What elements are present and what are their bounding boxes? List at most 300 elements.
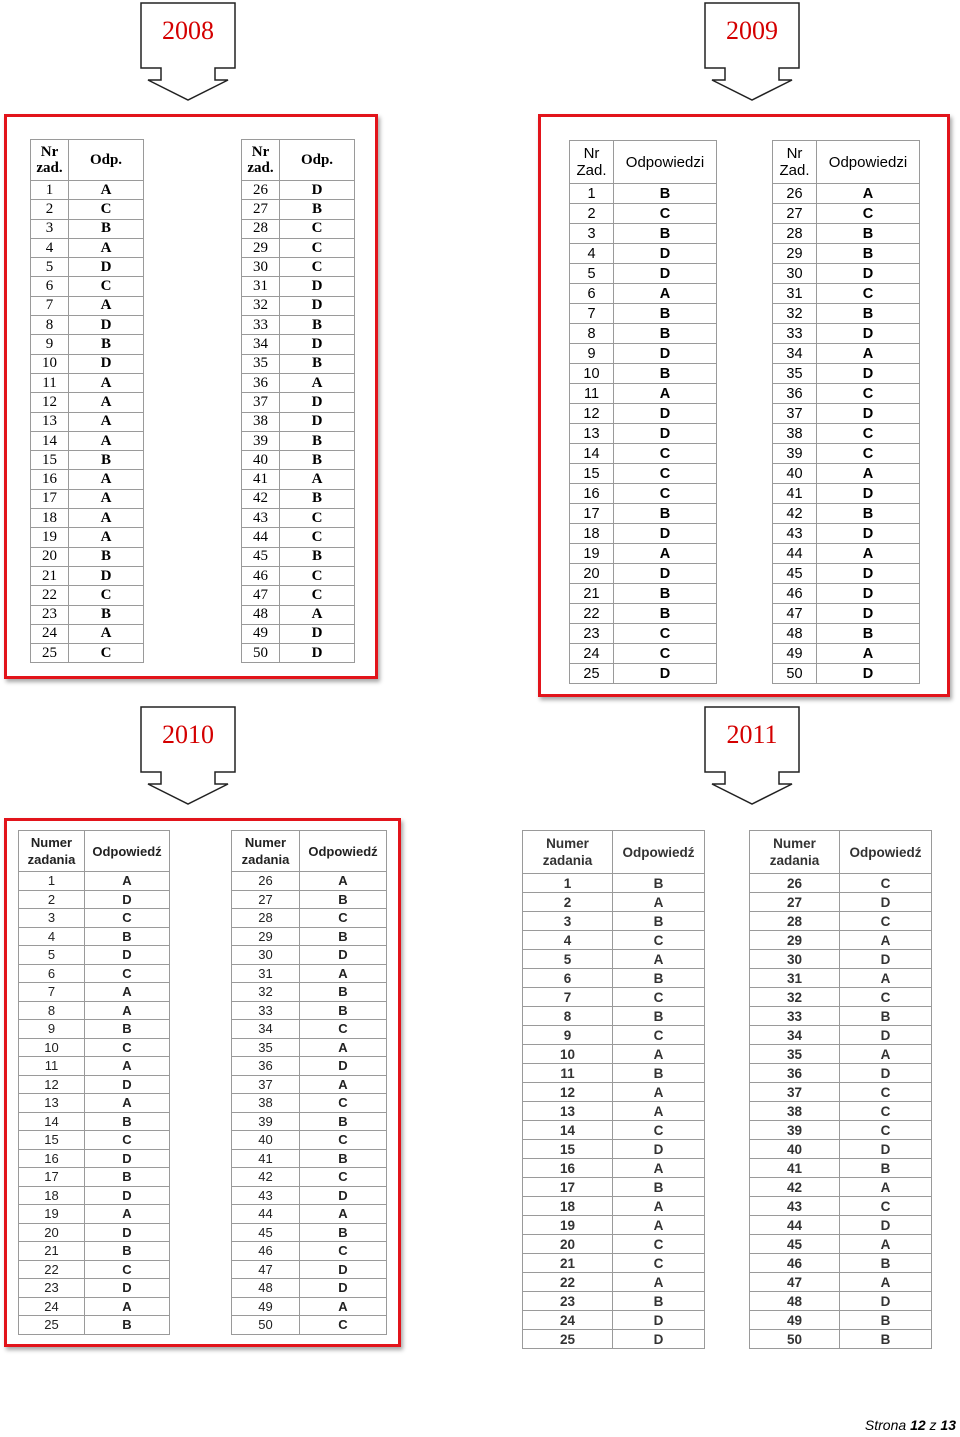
task-number: 9 xyxy=(570,344,614,364)
task-number: 34 xyxy=(232,1020,300,1039)
answer-cell: A xyxy=(280,605,355,624)
answer-cell: C xyxy=(613,931,705,950)
answer-cell: C xyxy=(613,1254,705,1273)
table-row xyxy=(31,354,144,373)
table-row xyxy=(523,1235,705,1254)
task-number: 37 xyxy=(242,393,280,412)
header-task-number: Numer zadania xyxy=(750,831,840,874)
table-row xyxy=(19,1260,170,1279)
answer-cell: A xyxy=(280,373,355,392)
answer-table-2011-right xyxy=(749,830,932,1349)
answer-cell: A xyxy=(300,964,387,983)
table-row xyxy=(570,564,717,584)
table-row xyxy=(232,983,387,1002)
table-header-row xyxy=(750,831,932,874)
task-number: 36 xyxy=(232,1057,300,1076)
answer-cell: B xyxy=(817,624,920,644)
table-row xyxy=(750,1026,932,1045)
answer-cell: D xyxy=(300,1260,387,1279)
table-row xyxy=(773,604,920,624)
answer-cell: D xyxy=(817,264,920,284)
task-number: 44 xyxy=(242,528,280,547)
table-row xyxy=(232,964,387,983)
answer-cell: B xyxy=(614,184,717,204)
table-row xyxy=(242,238,355,257)
year-label-2011: 2011 xyxy=(726,720,778,749)
answer-cell: D xyxy=(817,484,920,504)
table-row xyxy=(773,404,920,424)
answer-cell: C xyxy=(280,238,355,257)
task-number: 21 xyxy=(570,584,614,604)
task-number: 23 xyxy=(19,1279,85,1298)
task-number: 38 xyxy=(232,1094,300,1113)
task-number: 37 xyxy=(750,1083,840,1102)
table-row xyxy=(750,1064,932,1083)
answer-cell: C xyxy=(614,644,717,664)
table-row xyxy=(242,200,355,219)
table-row xyxy=(31,277,144,296)
task-number: 35 xyxy=(232,1038,300,1057)
table-row xyxy=(19,1186,170,1205)
task-number: 15 xyxy=(19,1131,85,1150)
table-row xyxy=(19,946,170,965)
table-row xyxy=(750,1235,932,1254)
answer-cell: B xyxy=(817,304,920,324)
answer-cell: C xyxy=(613,988,705,1007)
task-number: 48 xyxy=(750,1292,840,1311)
answer-cell: A xyxy=(300,1297,387,1316)
task-number: 26 xyxy=(750,874,840,893)
task-number: 32 xyxy=(773,304,817,324)
answer-cell: C xyxy=(85,964,170,983)
table-row xyxy=(31,489,144,508)
task-number: 31 xyxy=(232,964,300,983)
table-row xyxy=(242,219,355,238)
task-number: 15 xyxy=(523,1140,613,1159)
table-row xyxy=(19,1038,170,1057)
header-answer: Odpowiedź xyxy=(613,831,705,874)
table-row xyxy=(232,890,387,909)
answer-cell: A xyxy=(613,950,705,969)
task-number: 14 xyxy=(19,1112,85,1131)
task-number: 23 xyxy=(523,1292,613,1311)
answer-cell: D xyxy=(817,664,920,684)
table-row xyxy=(232,1186,387,1205)
task-number: 26 xyxy=(773,184,817,204)
table-row xyxy=(773,364,920,384)
table-row xyxy=(242,586,355,605)
task-number: 32 xyxy=(750,988,840,1007)
table-row xyxy=(773,284,920,304)
table-row xyxy=(232,1057,387,1076)
task-number: 5 xyxy=(19,946,85,965)
table-row xyxy=(773,264,920,284)
task-number: 17 xyxy=(19,1168,85,1187)
table-row xyxy=(31,181,144,200)
table-row xyxy=(31,219,144,238)
table-row xyxy=(31,451,144,470)
callout-2011 xyxy=(704,706,844,836)
answer-cell: A xyxy=(69,624,144,643)
task-number: 12 xyxy=(19,1075,85,1094)
task-number: 13 xyxy=(570,424,614,444)
table-row xyxy=(31,200,144,219)
task-number: 1 xyxy=(19,872,85,891)
header-task-number: Nr zad. xyxy=(242,140,280,181)
table-row xyxy=(31,528,144,547)
task-number: 45 xyxy=(750,1235,840,1254)
answer-cell: B xyxy=(817,504,920,524)
table-row xyxy=(242,624,355,643)
task-number: 1 xyxy=(523,874,613,893)
task-number: 50 xyxy=(773,664,817,684)
table-row xyxy=(242,451,355,470)
answer-cell: D xyxy=(280,335,355,354)
task-number: 18 xyxy=(31,509,69,528)
task-number: 27 xyxy=(242,200,280,219)
task-number: 14 xyxy=(523,1121,613,1140)
answer-cell: B xyxy=(614,584,717,604)
header-answer: Odpowiedzi xyxy=(614,141,717,184)
answer-cell: B xyxy=(280,547,355,566)
table-row xyxy=(570,464,717,484)
task-number: 13 xyxy=(19,1094,85,1113)
answer-cell: C xyxy=(817,444,920,464)
task-number: 1 xyxy=(31,181,69,200)
answer-cell: C xyxy=(300,1168,387,1187)
table-row xyxy=(570,384,717,404)
answer-cell: C xyxy=(69,277,144,296)
answer-cell: D xyxy=(85,1279,170,1298)
answer-cell: D xyxy=(817,524,920,544)
answer-cell: C xyxy=(614,464,717,484)
task-number: 25 xyxy=(19,1316,85,1335)
answer-cell: A xyxy=(613,1273,705,1292)
task-number: 25 xyxy=(31,644,69,663)
task-number: 25 xyxy=(523,1330,613,1349)
answer-cell: C xyxy=(840,1083,932,1102)
table-row xyxy=(31,258,144,277)
table-row xyxy=(523,1083,705,1102)
task-number: 7 xyxy=(19,983,85,1002)
header-task-number: Nr zad. xyxy=(31,140,69,181)
table-row xyxy=(750,1292,932,1311)
task-number: 49 xyxy=(232,1297,300,1316)
task-number: 19 xyxy=(31,528,69,547)
task-number: 26 xyxy=(232,872,300,891)
task-number: 33 xyxy=(232,1001,300,1020)
table-row xyxy=(750,1178,932,1197)
table-row xyxy=(570,664,717,684)
answer-cell: A xyxy=(613,1216,705,1235)
table-row xyxy=(523,931,705,950)
table-header-row xyxy=(242,140,355,181)
table-row xyxy=(523,874,705,893)
answer-cell: D xyxy=(85,946,170,965)
table-row xyxy=(19,1057,170,1076)
table-row xyxy=(232,1316,387,1335)
task-number: 46 xyxy=(232,1242,300,1261)
table-row xyxy=(523,1216,705,1235)
answer-cell: A xyxy=(300,1075,387,1094)
table-row xyxy=(773,484,920,504)
task-number: 48 xyxy=(773,624,817,644)
task-number: 42 xyxy=(750,1178,840,1197)
table-row xyxy=(242,470,355,489)
table-row xyxy=(523,1330,705,1349)
answer-cell: C xyxy=(85,909,170,928)
task-number: 35 xyxy=(773,364,817,384)
answer-cell: B xyxy=(840,1159,932,1178)
answer-cell: C xyxy=(840,874,932,893)
table-row xyxy=(773,344,920,364)
task-number: 11 xyxy=(570,384,614,404)
answer-cell: A xyxy=(840,1273,932,1292)
task-number: 14 xyxy=(31,431,69,450)
task-number: 16 xyxy=(570,484,614,504)
table-row xyxy=(19,1075,170,1094)
answer-cell: B xyxy=(614,304,717,324)
task-number: 6 xyxy=(31,277,69,296)
task-number: 46 xyxy=(750,1254,840,1273)
table-row xyxy=(232,1168,387,1187)
table-row xyxy=(31,605,144,624)
table-row xyxy=(523,1311,705,1330)
table-row xyxy=(570,504,717,524)
answer-cell: B xyxy=(280,200,355,219)
task-number: 32 xyxy=(232,983,300,1002)
task-number: 43 xyxy=(750,1197,840,1216)
task-number: 11 xyxy=(523,1064,613,1083)
task-number: 22 xyxy=(31,586,69,605)
task-number: 29 xyxy=(242,238,280,257)
answer-cell: A xyxy=(614,284,717,304)
answer-cell: C xyxy=(840,1197,932,1216)
answer-cell: C xyxy=(817,284,920,304)
answer-cell: A xyxy=(840,969,932,988)
header-task-number: Numer zadania xyxy=(19,831,85,872)
task-number: 47 xyxy=(232,1260,300,1279)
task-number: 41 xyxy=(750,1159,840,1178)
task-number: 46 xyxy=(773,584,817,604)
answer-cell: B xyxy=(280,431,355,450)
answer-cell: D xyxy=(614,264,717,284)
task-number: 24 xyxy=(570,644,614,664)
answer-cell: D xyxy=(840,1140,932,1159)
table-row xyxy=(570,264,717,284)
answer-cell: D xyxy=(614,424,717,444)
answer-cell: D xyxy=(300,1279,387,1298)
answer-cell: B xyxy=(300,1223,387,1242)
task-number: 7 xyxy=(570,304,614,324)
task-number: 41 xyxy=(773,484,817,504)
table-row xyxy=(750,1197,932,1216)
table-row xyxy=(570,404,717,424)
table-row xyxy=(750,931,932,950)
task-number: 48 xyxy=(242,605,280,624)
table-row xyxy=(570,284,717,304)
answer-cell: A xyxy=(85,1205,170,1224)
table-row xyxy=(19,1094,170,1113)
task-number: 36 xyxy=(242,373,280,392)
answer-cell: C xyxy=(840,1102,932,1121)
task-number: 12 xyxy=(523,1083,613,1102)
table-row xyxy=(232,1075,387,1094)
table-row xyxy=(232,927,387,946)
answer-cell: A xyxy=(613,1159,705,1178)
table-row xyxy=(19,1001,170,1020)
table-row xyxy=(523,969,705,988)
task-number: 41 xyxy=(242,470,280,489)
task-number: 7 xyxy=(523,988,613,1007)
answer-cell: B xyxy=(613,874,705,893)
answer-cell: D xyxy=(280,644,355,663)
task-number: 2 xyxy=(523,893,613,912)
header-task-number: Numer zadania xyxy=(523,831,613,874)
answer-cell: D xyxy=(280,277,355,296)
task-number: 20 xyxy=(523,1235,613,1254)
table-header-row xyxy=(232,831,387,872)
task-number: 49 xyxy=(773,644,817,664)
answer-cell: A xyxy=(69,470,144,489)
task-number: 15 xyxy=(31,451,69,470)
task-number: 1 xyxy=(570,184,614,204)
table-row xyxy=(232,946,387,965)
answer-cell: C xyxy=(280,586,355,605)
answer-cell: C xyxy=(300,1020,387,1039)
table-row xyxy=(19,1131,170,1150)
answer-cell: B xyxy=(280,489,355,508)
table-row xyxy=(570,304,717,324)
page-footer xyxy=(865,1417,956,1433)
table-row xyxy=(523,1292,705,1311)
answer-cell: B xyxy=(300,1001,387,1020)
task-number: 30 xyxy=(750,950,840,969)
task-number: 45 xyxy=(232,1223,300,1242)
answer-cell: D xyxy=(85,1186,170,1205)
task-number: 34 xyxy=(242,335,280,354)
answer-cell: A xyxy=(69,509,144,528)
table-header-row xyxy=(570,141,717,184)
answer-cell: D xyxy=(85,890,170,909)
task-number: 3 xyxy=(31,219,69,238)
task-number: 8 xyxy=(31,316,69,335)
table-row xyxy=(19,1020,170,1039)
callout-2008 xyxy=(140,2,280,132)
task-number: 27 xyxy=(773,204,817,224)
table-row xyxy=(31,509,144,528)
answer-cell: B xyxy=(69,335,144,354)
task-number: 37 xyxy=(773,404,817,424)
answer-cell: B xyxy=(817,224,920,244)
task-number: 28 xyxy=(232,909,300,928)
table-row xyxy=(242,431,355,450)
table-row xyxy=(232,1112,387,1131)
table-row xyxy=(750,1083,932,1102)
header-answer: Odp. xyxy=(69,140,144,181)
task-number: 34 xyxy=(773,344,817,364)
table-row xyxy=(773,244,920,264)
task-number: 40 xyxy=(242,451,280,470)
task-number: 47 xyxy=(242,586,280,605)
table-row xyxy=(523,1026,705,1045)
answer-cell: A xyxy=(69,489,144,508)
task-number: 20 xyxy=(19,1223,85,1242)
answer-cell: B xyxy=(280,316,355,335)
answer-cell: A xyxy=(840,1045,932,1064)
task-number: 38 xyxy=(242,412,280,431)
table-row xyxy=(31,470,144,489)
table-row xyxy=(19,1223,170,1242)
table-header-row xyxy=(523,831,705,874)
answer-cell: A xyxy=(817,184,920,204)
table-row xyxy=(232,1279,387,1298)
table-row xyxy=(750,874,932,893)
task-number: 29 xyxy=(232,927,300,946)
table-row xyxy=(523,1197,705,1216)
task-number: 42 xyxy=(232,1168,300,1187)
table-row xyxy=(232,1149,387,1168)
table-row xyxy=(232,1242,387,1261)
task-number: 24 xyxy=(19,1297,85,1316)
table-row xyxy=(570,444,717,464)
table-row xyxy=(242,605,355,624)
table-row xyxy=(232,909,387,928)
table-row xyxy=(750,912,932,931)
task-number: 29 xyxy=(773,244,817,264)
answer-cell: D xyxy=(300,1186,387,1205)
task-number: 24 xyxy=(31,624,69,643)
answer-cell: A xyxy=(69,296,144,315)
task-number: 13 xyxy=(523,1102,613,1121)
task-number: 33 xyxy=(750,1007,840,1026)
task-number: 10 xyxy=(523,1045,613,1064)
answer-cell: A xyxy=(85,1297,170,1316)
task-number: 8 xyxy=(570,324,614,344)
task-number: 20 xyxy=(570,564,614,584)
table-row xyxy=(242,566,355,585)
table-row xyxy=(242,489,355,508)
table-row xyxy=(773,184,920,204)
task-number: 4 xyxy=(570,244,614,264)
answer-cell: C xyxy=(69,200,144,219)
task-number: 50 xyxy=(232,1316,300,1335)
answer-cell: D xyxy=(69,566,144,585)
task-number: 24 xyxy=(523,1311,613,1330)
table-row xyxy=(773,664,920,684)
answer-cell: A xyxy=(613,893,705,912)
footer-page-number: 12 xyxy=(910,1417,926,1433)
answer-cell: D xyxy=(840,1292,932,1311)
table-row xyxy=(523,1121,705,1140)
table-row xyxy=(523,912,705,931)
table-row xyxy=(19,909,170,928)
answer-cell: D xyxy=(614,664,717,684)
answer-cell: A xyxy=(613,1083,705,1102)
table-row xyxy=(232,1038,387,1057)
task-number: 49 xyxy=(750,1311,840,1330)
answer-cell: D xyxy=(840,1026,932,1045)
task-number: 28 xyxy=(773,224,817,244)
answer-cell: B xyxy=(613,912,705,931)
table-row xyxy=(31,335,144,354)
answer-cell: B xyxy=(840,1330,932,1349)
task-number: 5 xyxy=(523,950,613,969)
answer-cell: D xyxy=(614,344,717,364)
answer-cell: C xyxy=(614,444,717,464)
table-row xyxy=(242,181,355,200)
answer-cell: A xyxy=(613,1102,705,1121)
